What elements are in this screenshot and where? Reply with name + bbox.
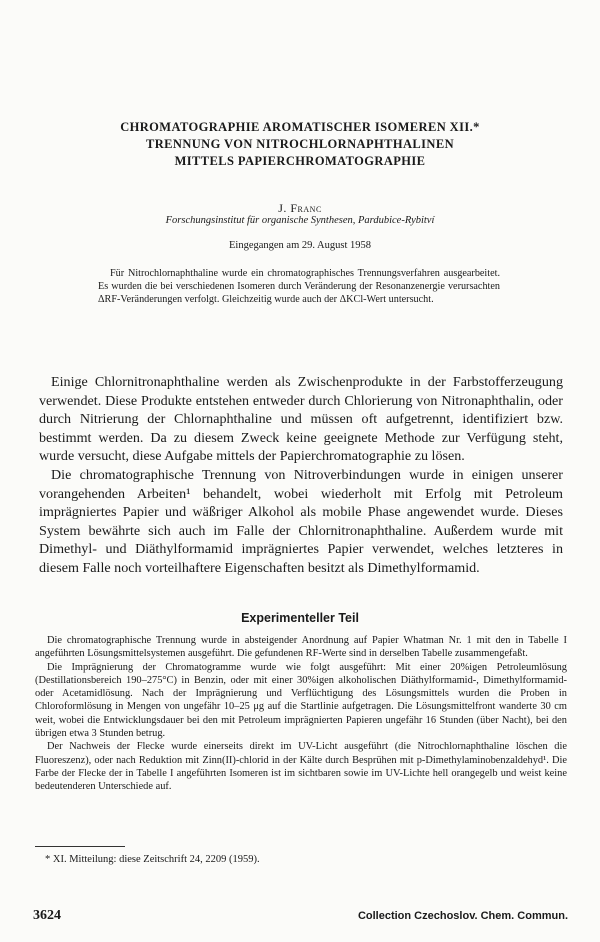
footnote: * XI. Mitteilung: diese Zeitschrift 24, 2209 (1959).: [45, 854, 260, 865]
section-heading: Experimenteller Teil: [241, 611, 359, 625]
title-line-1: CHROMATOGRAPHIE AROMATISCHER ISOMEREN XII.*: [120, 120, 480, 134]
abstract: Für Nitrochlornaphthaline wurde ein chromatographisches Trennungsverfahren ausgearbeitet. Es wurden die bei verschiedenen Isomeren durch Veränderung der Resonanzenergie verursachten ΔRF-Veränderungen verfolgt. Gleichzeitig wurde auch der ΔKCl-Wert untersucht.: [98, 268, 500, 305]
experimental-paragraph: Die chromatographische Trennung wurde in absteigender Anordnung auf Papier Whatman Nr. 1 mit den in Tabelle I angeführten Lösungsmittelsystemen ausgeführt. Die gefundenen RF-Werte sind in derselben Tabelle zusammengefaßt.: [35, 635, 567, 660]
affiliation: Forschungsinstitut für organische Synthesen, Pardubice-Rybitví: [165, 215, 435, 226]
experimental-paragraph: Der Nachweis der Flecke wurde einerseits direkt im UV-Licht ausgeführt (die Nitrochlornaphthaline löschen die Fluoreszenz), oder nach Reduktion mit Zinn(II)-chlorid in der Kälte durch Besprühen mit p-Dimethylaminobenzaldehyd¹. Die Farbe der Flecke der in Tabelle I angeführten Isomeren ist im sichtbaren sowie im UV-Lichte hell orangegelb und weist keine bedeutenderen Unterschiede auf.: [35, 741, 567, 793]
footnote-divider: [35, 846, 125, 847]
title-line-2: TRENNUNG VON NITROCHLORNAPHTHALINEN: [146, 137, 454, 151]
author-name: J. Franc: [278, 201, 322, 215]
received-date: Eingegangen am 29. August 1958: [228, 240, 372, 251]
intro-paragraph: Die chromatographische Trennung von Nitroverbindungen wurde in einigen unserer vorangehenden Arbeiten¹ behandelt, wobei wiederholt mit Erfolg mit Petroleum imprägniertes Papier und wäßriger Alkohol als mobile Phase angewendet wurde. Dieses System bewährte sich auch im Falle der Chlornitronaphthaline. Außerdem wurde mit Dimethyl- und Diäthylformamid imprägniertes Papier verwendet, welches letzteres in diesem Falle noch vorteilhaftere Eigenschaften besitzt als Dimethylformamid.: [39, 466, 563, 576]
experimental-paragraph: Die Imprägnierung der Chromatogramme wurde wie folgt ausgeführt: Mit einer 20%igen Petroleumlösung (Destillationsbereich 190–275°C) in Benzin, oder mit einer 30%igen alkoholischen Diäthylformamid-, Dimethylformamid- oder Acetamidlösung. Nach der Imprägnierung und Verflüchtigung des Lösungsmittels wurden die Proben in Chloroformlösung in Mengen von ungefähr 10–25 μg auf die Startlinie aufgetragen. Die Lösungsmittelfront wanderte 30 cm weit, wobei die Entwicklungsdauer bei den mit Petroleum imprägnierten Papieren ungefähr 16 Stunden (über Nacht), bei den übrigen etwa 3 Stunden betrug.: [35, 661, 567, 740]
intro-paragraph: Einige Chlornitronaphthaline werden als Zwischenprodukte in der Farbstofferzeugung verwendet. Diese Produkte entstehen entweder durch Chlorierung von Nitronaphthalin, oder durch Nitrierung der Chlornaphthaline und müssen oft aufgetrennt, identifiziert bzw. bestimmt werden. Da zu diesem Zweck keine geeignete Methode zur Verfügung steht, wurde versucht, diese Aufgabe mittels der Papierchromatographie zu lösen.: [39, 374, 563, 465]
introduction: [39, 373, 563, 578]
paper-title: [60, 119, 540, 170]
page-number: 3624: [33, 908, 61, 923]
experimental-section: [35, 634, 567, 794]
journal-name: Collection Czechoslov. Chem. Commun.: [357, 910, 568, 922]
title-line-3: MITTELS PAPIERCHROMATOGRAPHIE: [174, 154, 426, 168]
